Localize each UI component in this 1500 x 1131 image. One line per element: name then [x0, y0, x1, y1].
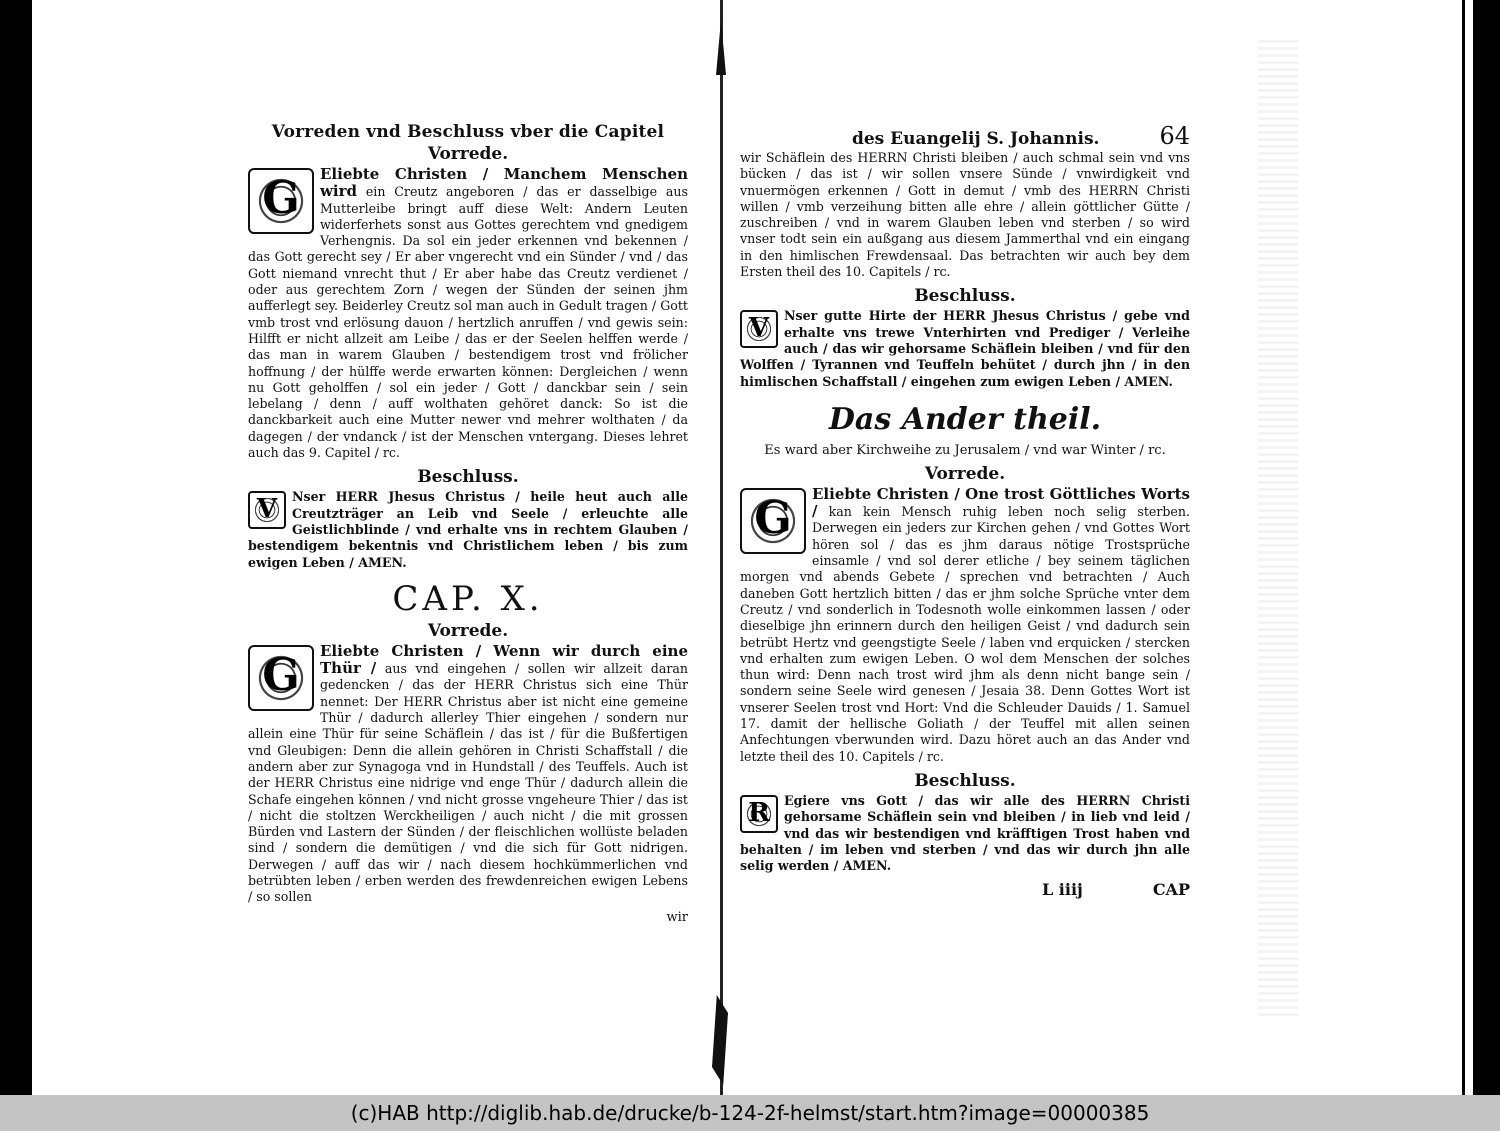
part-vorrede-lead: Eliebte Christen / One trost Göttliches Worts /: [812, 484, 1190, 521]
page-edge-texture: [1258, 40, 1298, 1020]
part-heading: Das Ander theil.: [828, 401, 1102, 437]
decorated-initial-g: G: [248, 168, 314, 234]
right-running-head: des Euangelij S. Johannis.: [851, 129, 1100, 149]
chapter-vorrede-heading: Vorrede.: [427, 620, 509, 641]
copyright-footer: (c)HAB http://diglib.hab.de/drucke/b-124-2f-helmst/start.htm?image=00000385: [0, 1095, 1500, 1131]
fold-shadow-top: [716, 20, 726, 75]
left-running-head: Vorreden vnd Beschluss vber die Capitel: [271, 122, 665, 142]
left-beschluss-paragraph: [248, 489, 688, 570]
decorated-initial-g-2: G: [248, 645, 314, 711]
left-beschluss-heading: Beschluss.: [417, 467, 519, 488]
part-vorrede-text: kan kein Mensch ruhig leben noch selig sterben. Derwegen ein jeders zur Kirchen gehen / vnd Gottes Wort hören sol / das es jhm daraus nötige Trostsprüche einsamle / vnd sol derer etliche / bey seinem täglichen morgen vnd abends Gebete / sprechen vnd betrachten / Auch daneben Gott hertzlich bitten / das er jhm solche Sprüche vnter dem Creutz / vnd sonderlich in Todesnoth wolle einkommen lassen / oder dieselbige jhn erinnern durch den heiligen Geist / vnd dadurch sein betrübt Hertz vnd geengstigte Seele / laben vnd erquicken / stercken vnd erhalten zum ewigen Leben. O wol dem Menschen der solches thun wird: Denn nach trost wird jhm als denn nicht bange sein / sondern seine Seele wird genesen / Jesaia 38. Denn Gottes Wort ist vnserer Seelen trost vnd Hort: Vnd die Schleuder Dauids / 1. Samuel 17. damit der hellische Goliath / der Teuffel mit allen seinen Anfechtungen vberwunden wird. Dazu höret auch an das Ander vnd letzte theil des 10. Capitels / rc.: [740, 504, 1190, 764]
left-vorrede-text: ein Creutz angeboren / das er dasselbige aus Mutterleibe bringt auff diese Welt: Andern Leuten widerferhets sonst aus Gottes gerechtem vnd gnedigem Verhengnis. Da sol ein jeder erkennen vnd bekennen / das Gott gerecht sey / Er aber vngerecht vnd ein Sünder / vnd / das Gott niemand vnrecht thut / Er aber habe das Creutz verdienet / oder aus gerechtem Zorn / wegen der Sünden der seinen jhm aufferlegt sey. Beiderley Creutz sol man auch in Gedult tragen / Gott vmb trost vnd erlösung dauon / hertzlich anruffen / vnd gewis sein: Hilfft er nicht allzeit am Leibe / das er der Seelen helffen werde / das man in warem Glauben / bestendigem trost vnd frölicher hoffnung / der hülffe werde erwarten können: Dergleichen / wenn nu Gott geholffen / sol ein jeder / Gott / danckbar sein / sein lebelang / denn / auff wolthaten gehöret danck: So ist die danckbarkeit auch eine Mutter newer vnd mehrer wolthaten / da dagegen / der vndanck / ist der Menschen vntergang. Dieses lehret auch das 9. Capitel / rc.: [248, 184, 688, 461]
chapter-vorrede-lead: Eliebte Christen / Wenn wir durch eine Thür /: [320, 641, 688, 678]
part-subline: Es ward aber Kirchweihe zu Jerusalem / vnd war Winter / rc.: [764, 442, 1166, 458]
left-page: [248, 122, 688, 925]
left-vorrede-paragraph: [248, 166, 688, 461]
right-continuation-paragraph: wir Schäflein des HERRN Christi bleiben / auch schmal sein vnd vns bücken / das ist / wir sollen vnsere Sünde / vnwirdigkeit vnd vnuermögen erkennen / Gott in demut / vmb des HERRN Christi willen / vmb verzeihung bitten alle ehre / allein göttlicher Gütte / zuschreiben / vnd in warem Glauben leben vnd sterben / so wird vnser todt sein ein außgang aus diesem Jammerthal vnd ein eingang in den himlischen Frewdensaal. Das betrachten wir auch bey dem Ersten theil des 10. Capitels / rc.: [740, 150, 1190, 280]
scan-border-right-line: [1462, 0, 1465, 1095]
decorated-initial-v: V: [248, 491, 286, 529]
signature-row: [740, 880, 1190, 899]
part-beschluss-heading: Beschluss.: [914, 770, 1016, 791]
decorated-initial-r: R: [740, 795, 778, 833]
chapter-vorrede-paragraph: [248, 643, 688, 906]
right-beschluss-heading: Beschluss.: [914, 286, 1016, 307]
decorated-initial-g-3: G: [740, 488, 806, 554]
decorated-initial-v-2: V: [740, 310, 778, 348]
right-page: [740, 122, 1190, 899]
signature-mark: L iiij: [1041, 880, 1083, 900]
part-vorrede-heading: Vorrede.: [924, 463, 1006, 484]
left-beschluss-text: Nser HERR Jhesus Christus / heile heut auch alle Creutzträger an Leib vnd Seele / erleuchte alle Geistlichblinde / vnd erhalte vns in rechtem Glauben / bestendigem bekentnis vnd Christlichem leben / bis zum ewigen Leben / AMEN.: [248, 489, 688, 570]
right-beschluss-paragraph: [740, 308, 1190, 389]
scan-border-left: [0, 0, 32, 1095]
fold-shadow-bottom: [712, 995, 728, 1085]
right-running-head-row: [740, 122, 1190, 150]
book-fold: [720, 0, 723, 1095]
page-number: 64: [1159, 122, 1190, 150]
part-beschluss-paragraph: [740, 793, 1190, 874]
left-vorrede-heading: Vorrede.: [427, 144, 509, 164]
left-vorrede-lead: Eliebte Christen / Manchem Menschen wird: [320, 165, 688, 201]
chapter-vorrede-text: aus vnd eingehen / sollen wir allzeit daran gedencken / das der HERR Christus sich eine Thür nennet: Der HERR Christus aber ist nicht eine gemeine Thür / dadurch allerley Thier eingehen / sondern nur allein eine Thür für seine Schäflein / das ist / für die Bußfertigen vnd Gleubigen: Denn die allein gehören in Christi Schaffstall / die andern aber zur Synagoga vnd in Hundstall / des Teuffels. Auch ist der HERR Christus eine nidrige vnd enge Thür / dadurch allein die Schafe eingehen können / vnd nicht grosse vngeheure Thier / das ist / nicht die stoltzen Werckheiligen / auch nicht / die mit grossen Bürden vnd Lastern der Sünden / der fleischlichen wollüste beladen sind / sondern die demütigen / vnd die sich für Gott nidrigen. Derwegen / auff das wir / nach diesem hochkümmerlichen vnd betrübten leben / erben werden des frewdenreichen ewigen Lebens / so sollen: [248, 661, 689, 905]
right-beschluss-text: Nser gutte Hirte der HERR Jhesus Christus / gebe vnd erhalte vns trewe Vnterhirten vnd Prediger / Verleihe auch / das wir gehorsame Schäflein bleiben / vnd für den Wolffen / Tyrannen vnd Teuffeln behütet / durch jhn / in den himlischen Schaffstall / eingehen zum ewigen Leben / AMEN.: [740, 308, 1190, 389]
right-catchword: CAP: [1152, 880, 1190, 900]
part-vorrede-paragraph: [740, 486, 1190, 765]
left-catchword: wir: [666, 909, 688, 925]
chapter-heading: CAP. X.: [392, 578, 544, 619]
part-beschluss-text: Egiere vns Gott / das wir alle des HERRN Christi gehorsame Schäflein sein vnd bleiben / in lieb vnd leid / vnd das wir bestendigen vnd kräfftigen Trost haben vnd behalten / im leben vnd sterben / vnd das wir durch jhn alle selig werden / AMEN.: [740, 792, 1190, 874]
scan-border-right: [1473, 0, 1500, 1095]
